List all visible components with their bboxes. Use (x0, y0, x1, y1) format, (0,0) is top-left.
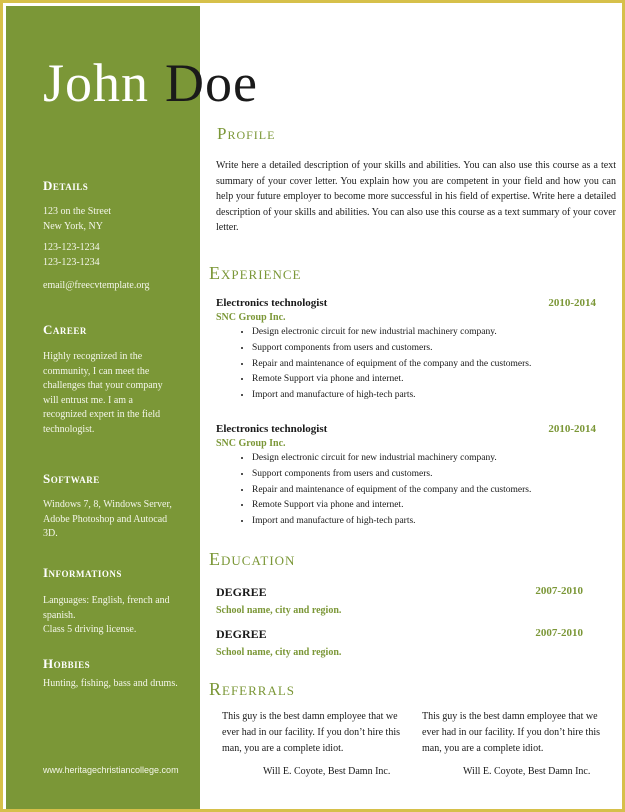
job-duty: • Import and manufacture of high-tech parts. (252, 388, 596, 404)
job-duty: • Remote Support via phone and internet. (252, 498, 596, 514)
school: School name, city and region. (216, 647, 342, 658)
experience-heading: Experience (209, 263, 302, 283)
job-duty: • Support components from users and customers. (252, 341, 596, 357)
software-text: Windows 7, 8, Windows Server, Adobe Photoshop and Autocad 3D. (43, 499, 172, 540)
job-dates: 2010-2014 (548, 423, 596, 435)
education-entry (216, 585, 583, 616)
career-text: Highly recognized in the community, I can meet the challenges that your company will entrust me. I am a recognized expert in the field technologist. (43, 351, 163, 435)
education-dates: 2007-2010 (535, 585, 583, 597)
referral-quote: This guy is the best damn employee that we ever had in our facility. If you don’t hire this man, you are a complete idiot. (222, 711, 401, 754)
email: email@freecvtemplate.org (43, 280, 150, 291)
job-duty: • Design electronic circuit for new industrial machinery company. (252, 325, 596, 341)
job-entry (216, 423, 596, 530)
hobbies-heading: Hobbies (43, 656, 91, 671)
job-duty: • Import and manufacture of high-tech parts. (252, 514, 596, 530)
education-entry (216, 627, 583, 658)
referral-author: Will E. Coyote, Best Damn Inc. (263, 766, 391, 777)
job-duty: • Repair and maintenance of equipment of the company and the customers. (252, 357, 596, 373)
hobbies-text: Hunting, fishing, bass and drums. (43, 678, 178, 689)
job-duty: • Design electronic circuit for new industrial machinery company. (252, 451, 596, 467)
referral-author: Will E. Coyote, Best Damn Inc. (463, 766, 591, 777)
last-name: Doe (165, 53, 258, 113)
profile-text: Write here a detailed description of your skills and abilities. You can also use this course as a text summary of your cover letter. You explain how you are competent in your field and how you can help your future employer to become more successful in his field of expertise. Write here a detailed description of your skills and abilities. You can also use this course as a text summary of your cover letter. (216, 160, 616, 234)
informations-heading: Informations (43, 565, 122, 580)
job-title: Electronics technologist (216, 297, 328, 309)
job-company: SNC Group Inc. (216, 312, 286, 323)
career-heading: Career (43, 322, 87, 337)
details-heading: Details (43, 178, 89, 193)
first-name: John (43, 53, 150, 113)
resume-name (43, 53, 258, 113)
watermark: www.heritagechristiancollege.com (43, 765, 179, 775)
job-duties (216, 325, 596, 404)
phone-2: 123-123-1234 (43, 257, 100, 268)
job-entry (216, 297, 596, 404)
software-heading: Software (43, 471, 100, 486)
job-duty: • Support components from users and customers. (252, 467, 596, 483)
education-dates: 2007-2010 (535, 627, 583, 639)
degree: DEGREE (216, 627, 267, 641)
job-title: Electronics technologist (216, 423, 328, 435)
referral-quote: This guy is the best damn employee that we ever had in our facility. If you don’t hire this man, you are a complete idiot. (422, 711, 601, 754)
job-duty: • Remote Support via phone and internet. (252, 372, 596, 388)
informations-text: Languages: English, french and spanish. (43, 595, 170, 621)
school: School name, city and region. (216, 605, 342, 616)
job-dates: 2010-2014 (548, 297, 596, 309)
job-company: SNC Group Inc. (216, 438, 286, 449)
license-text: Class 5 driving license. (43, 624, 137, 635)
job-duties (216, 451, 596, 530)
education-heading: Education (209, 549, 296, 569)
address-line1: 123 on the Street (43, 206, 112, 217)
degree: DEGREE (216, 585, 267, 599)
job-duty: • Repair and maintenance of equipment of the company and the customers. (252, 483, 596, 499)
phone-1: 123-123-1234 (43, 242, 100, 253)
address-line2: New York, NY (43, 221, 104, 232)
profile-heading: Profile (217, 124, 276, 143)
referrals-heading: Referrals (209, 679, 296, 699)
